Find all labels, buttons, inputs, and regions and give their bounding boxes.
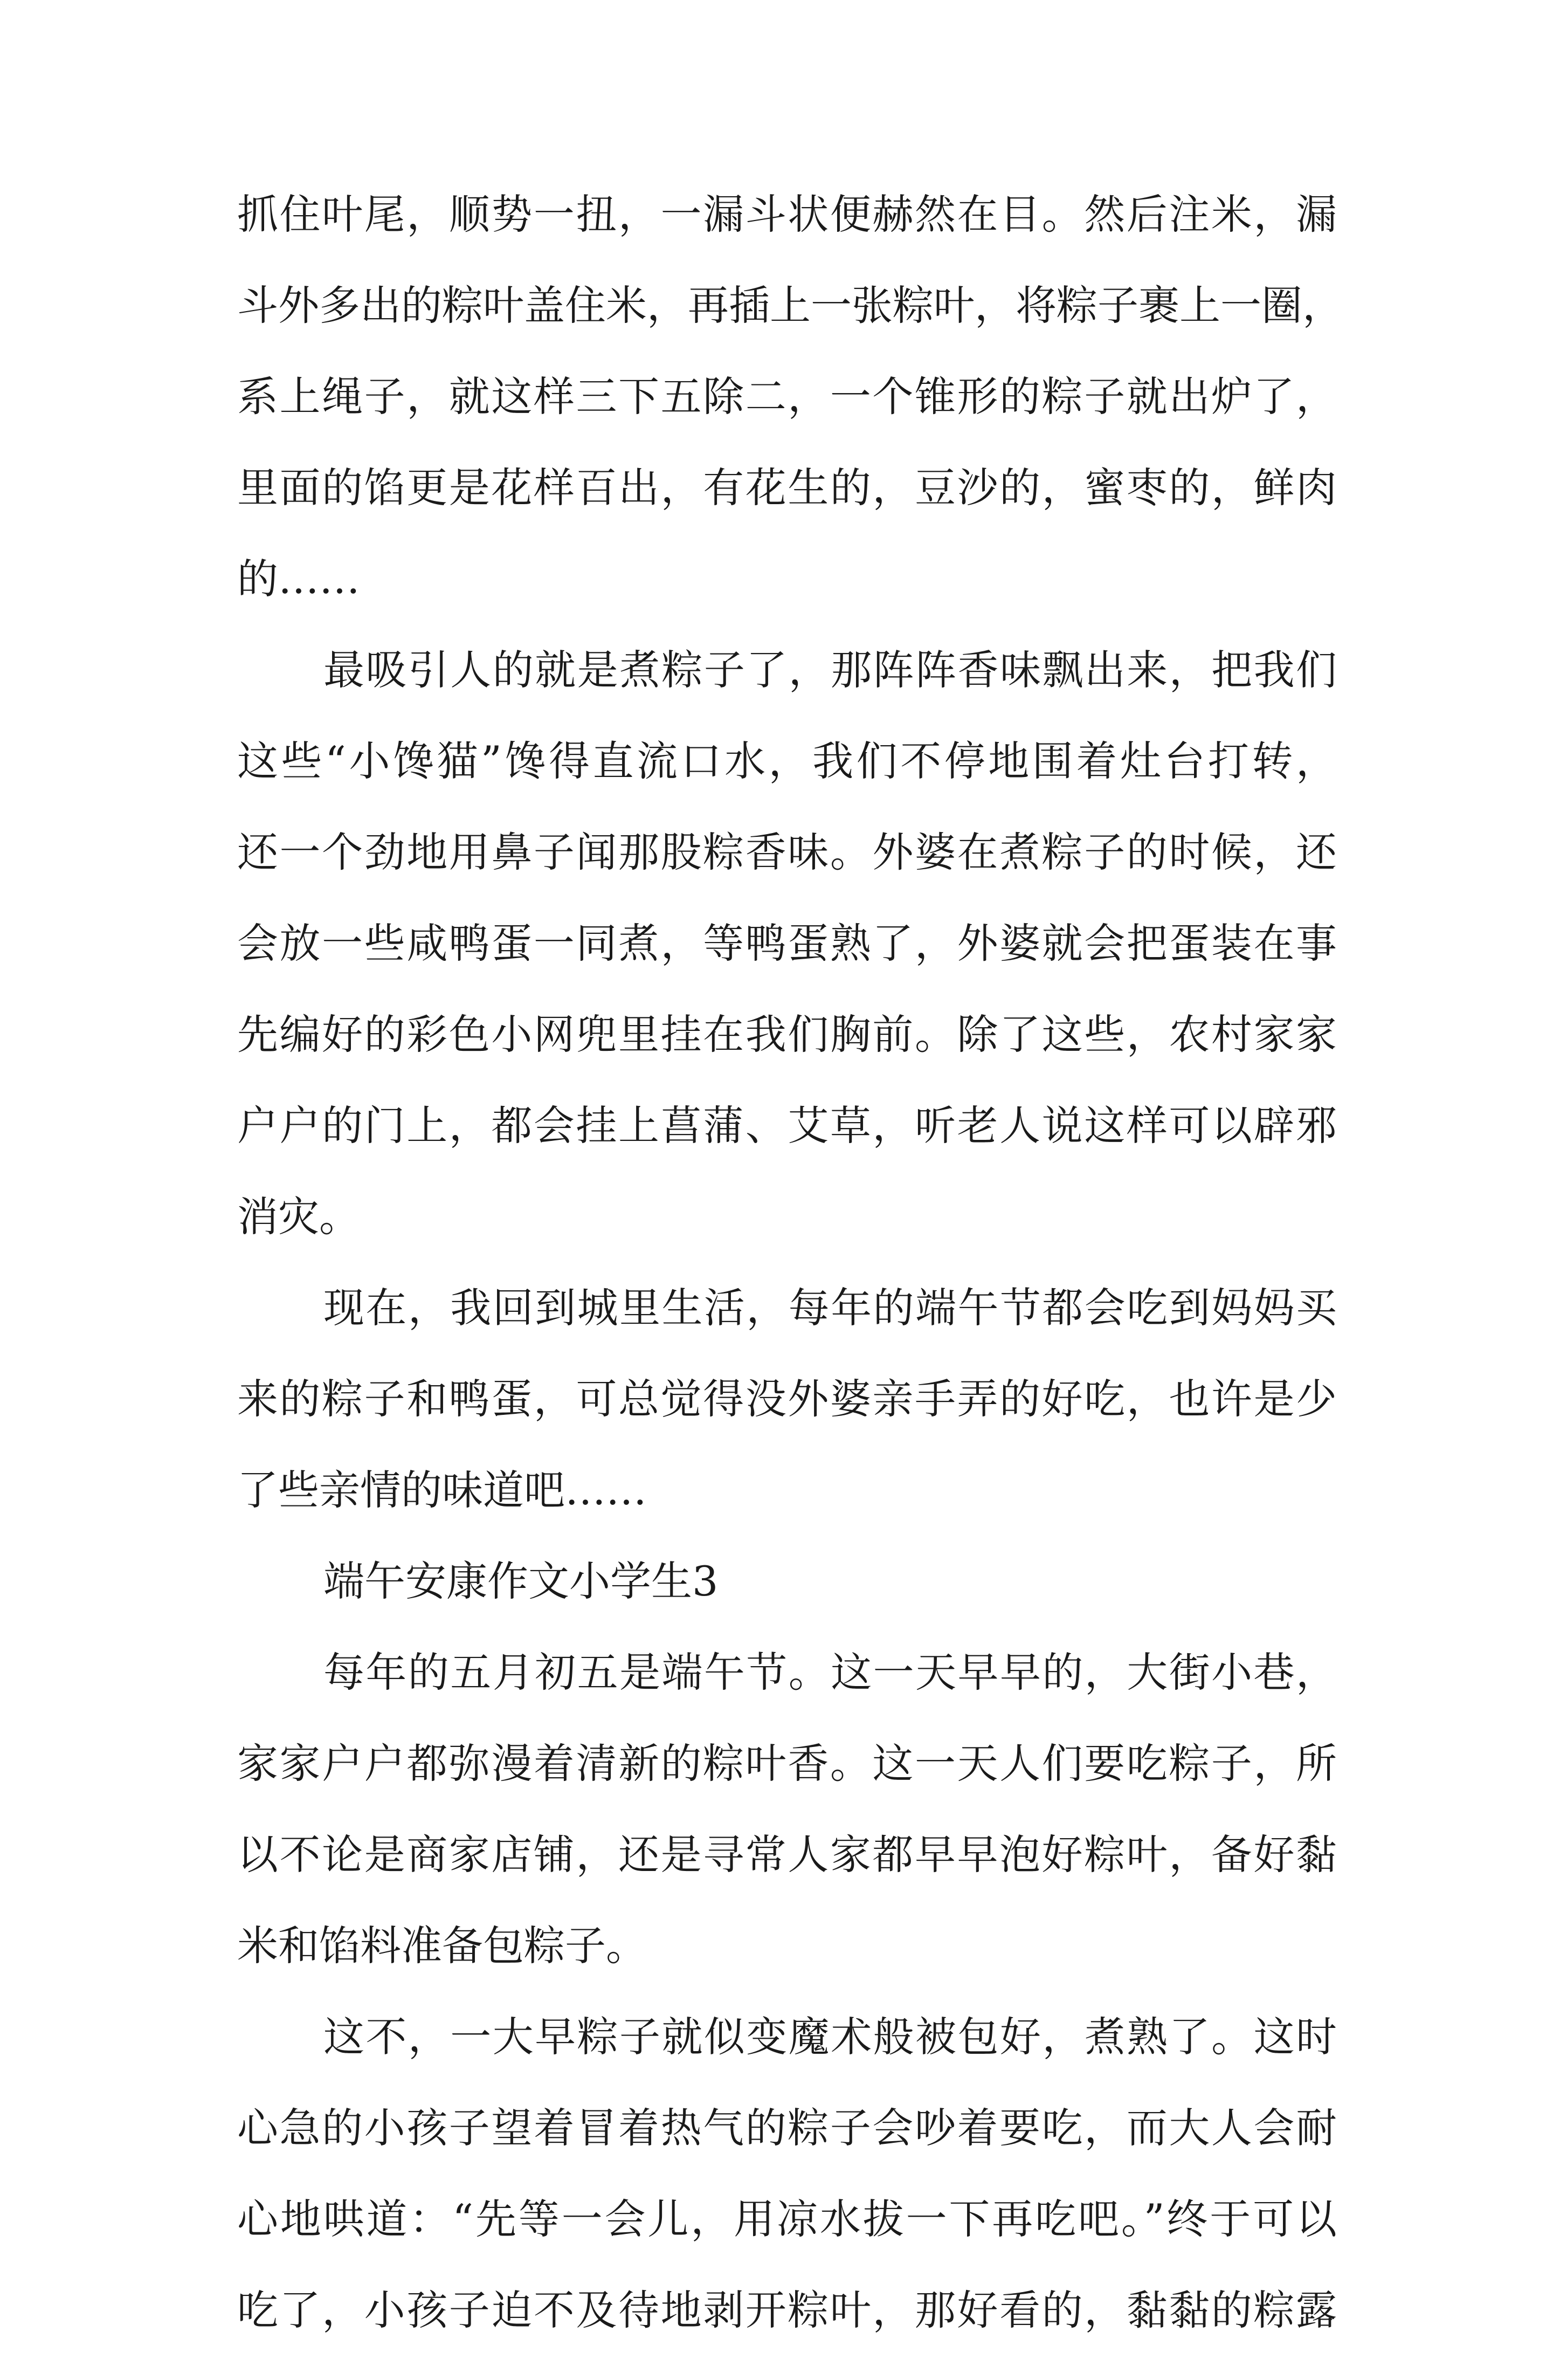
document-body bbox=[237, 190, 1343, 2380]
text-line: 了些亲情的味道吧…… bbox=[237, 1466, 647, 1514]
text-line: 这不，一大早粽子就似变魔术般被包好，煮熟了。这时 bbox=[323, 2013, 1337, 2061]
text-line: 会放一些咸鸭蛋一同煮，等鸭蛋熟了，外婆就会把蛋装在事 bbox=[237, 919, 1337, 967]
paragraph-4 bbox=[237, 1648, 1337, 1970]
text-line: 心急的小孩子望着冒着热气的粽子会吵着要吃，而大人会耐 bbox=[237, 2104, 1337, 2152]
paragraph-1 bbox=[237, 190, 1343, 603]
text-line: 还一个劲地用鼻子闻那股粽香味。外婆在煮粽子的时候，还 bbox=[237, 828, 1337, 876]
text-line: 来的粽子和鸭蛋，可总觉得没外婆亲手弄的好吃，也许是少 bbox=[237, 1375, 1337, 1423]
text-line: 里面的馅更是花样百出，有花生的，豆沙的，蜜枣的，鲜肉 bbox=[237, 464, 1337, 512]
text-line: 先编好的彩色小网兜里挂在我们胸前。除了这些，农村家家 bbox=[237, 1010, 1337, 1058]
text-line: 消灾。 bbox=[237, 1193, 360, 1241]
paragraph-5 bbox=[237, 2013, 1337, 2334]
text-line: 最吸引人的就是煮粽子了，那阵阵香味飘出来，把我们 bbox=[323, 646, 1337, 694]
heading-text: 端午安康作文小学生3 bbox=[323, 1557, 719, 1605]
text-line: 抓住叶尾，顺势一扭，一漏斗状便赫然在目。然后注米，漏 bbox=[237, 190, 1337, 238]
text-line: 米和馅料准备包粽子。 bbox=[237, 1922, 647, 1970]
text-line: 吃了，小孩子迫不及待地剥开粽叶，那好看的，黏黏的粽露 bbox=[237, 2286, 1337, 2334]
section-heading bbox=[237, 1557, 1337, 1605]
text-line: 系上绳子，就这样三下五除二，一个锥形的粽子就出炉了， bbox=[237, 373, 1337, 421]
text-line: 现在，我回到城里生活，每年的端午节都会吃到妈妈买 bbox=[323, 1284, 1337, 1332]
text-line: 这些“小馋猫”馋得直流口水，我们不停地围着灶台打转， bbox=[237, 737, 1337, 785]
text-line: 户户的门上，都会挂上菖蒲、艾草，听老人说这样可以辟邪 bbox=[237, 1102, 1337, 1150]
text-line: 的…… bbox=[237, 555, 360, 603]
text-line: 斗外多出的粽叶盖住米，再插上一张粽叶，将粽子裹上一圈， bbox=[237, 281, 1343, 329]
paragraph-2 bbox=[237, 646, 1337, 1241]
text-line: 以不论是商家店铺，还是寻常人家都早早泡好粽叶，备好黏 bbox=[237, 1831, 1337, 1879]
text-line: 家家户户都弥漫着清新的粽叶香。这一天人们要吃粽子，所 bbox=[237, 1739, 1337, 1787]
text-line: 心地哄道：“先等一会儿，用凉水拔一下再吃吧。”终于可以 bbox=[237, 2195, 1337, 2243]
text-line: 每年的五月初五是端午节。这一天早早的，大街小巷， bbox=[323, 1648, 1337, 1696]
paragraph-3 bbox=[237, 1284, 1337, 1514]
